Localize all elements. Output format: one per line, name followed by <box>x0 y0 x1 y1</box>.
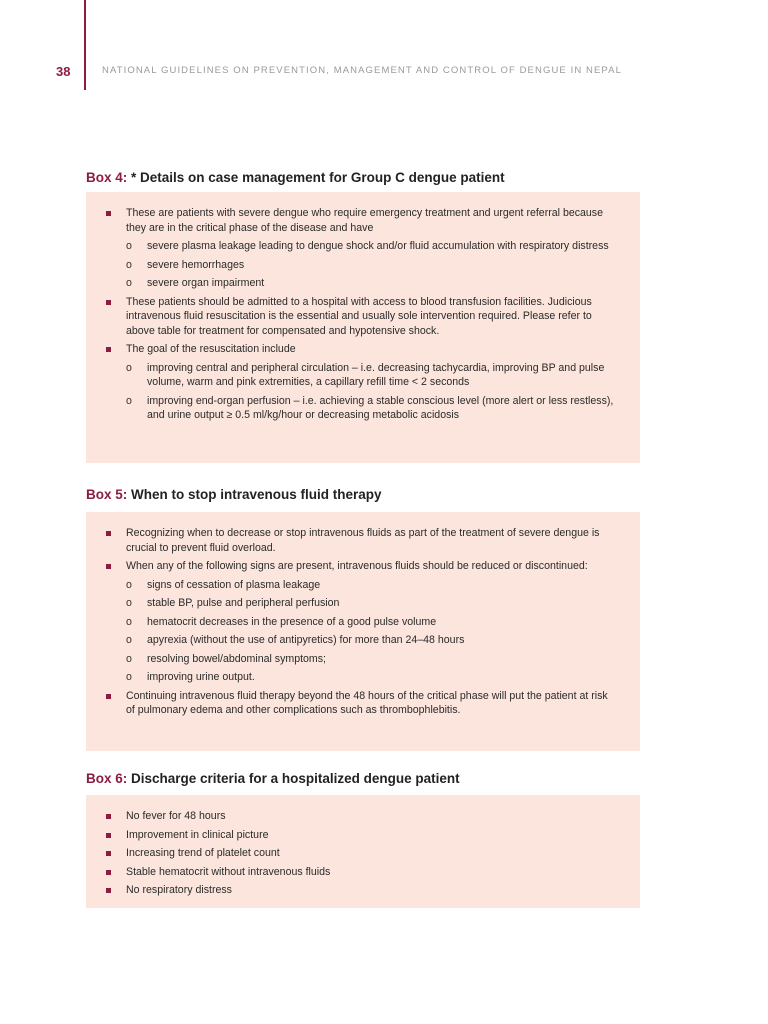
box5-list <box>104 526 618 718</box>
list-item <box>104 689 618 718</box>
box4-list <box>104 206 618 423</box>
circle-bullet-icon: o <box>126 597 132 609</box>
circle-bullet-icon: o <box>126 671 132 683</box>
circle-bullet-icon: o <box>126 634 132 646</box>
sub-list-item-text: improving central and peripheral circulation – i.e. decreasing tachycardia, improving BP and pulse volume, warm and pink extremities, a capillary refill time < 2 seconds <box>147 361 605 388</box>
list-item-text: No fever for 48 hours <box>126 810 226 822</box>
sub-list-item <box>126 394 618 423</box>
box6-lead: Box 6: <box>86 771 128 786</box>
sub-list-item <box>126 652 618 667</box>
sub-list-item <box>126 596 618 611</box>
circle-bullet-icon: o <box>126 361 132 374</box>
list-item-text: Increasing trend of platelet count <box>126 847 280 859</box>
list-item <box>104 559 618 685</box>
box5-title <box>86 487 382 502</box>
circle-bullet-icon: o <box>126 615 132 628</box>
list-item-text: Recognizing when to decrease or stop intravenous fluids as part of the treatment of severe dengue is crucial to prevent fluid overload. <box>126 527 600 554</box>
list-item-text: The goal of the resuscitation include <box>126 343 296 355</box>
list-item <box>104 883 618 898</box>
sub-list-item-text: stable BP, pulse and peripheral perfusion <box>147 597 340 609</box>
sub-list-item-text: severe hemorrhages <box>147 258 245 271</box>
sub-list-item <box>126 633 618 648</box>
header-rule <box>84 0 86 90</box>
square-bullet-icon <box>106 814 111 819</box>
sub-list-item <box>126 258 618 273</box>
circle-bullet-icon: o <box>126 277 132 289</box>
sub-list-item <box>126 615 618 630</box>
square-bullet-icon <box>106 833 111 838</box>
list-item <box>104 846 618 861</box>
list-item <box>104 206 618 291</box>
circle-bullet-icon: o <box>126 240 132 252</box>
circle-bullet-icon: o <box>126 652 132 665</box>
box4-heading: * Details on case management for Group C dengue patient <box>127 170 505 185</box>
list-item-text: Stable hematocrit without intravenous fluids <box>126 865 331 878</box>
list-item <box>104 295 618 339</box>
list-item-text: Improvement in clinical picture <box>126 828 269 841</box>
sub-list-item <box>126 361 618 390</box>
sub-list-item <box>126 578 618 593</box>
list-item-text: These are patients with severe dengue who require emergency treatment and urgent referral because they are in the critical phase of the disease and have <box>126 207 603 234</box>
sub-list-item-text: apyrexia (without the use of antipyretics) for more than 24–48 hours <box>147 634 465 646</box>
page-number: 38 <box>56 64 71 79</box>
list-item <box>104 809 618 824</box>
sub-list-item-text: improving urine output. <box>147 671 255 683</box>
sub-list <box>126 239 618 291</box>
square-bullet-icon <box>106 851 111 856</box>
box6-heading: Discharge criteria for a hospitalized dengue patient <box>127 771 460 786</box>
box6-title <box>86 771 460 786</box>
box6-list <box>104 809 618 898</box>
list-item-text: These patients should be admitted to a hospital with access to blood transfusion facilities. Judicious intravenous fluid resuscitation is the essential and usually sole intervention required. Please refer to above table for treatment for compensated and hypotensive shock. <box>126 295 592 337</box>
box4-title <box>86 170 505 185</box>
circle-bullet-icon: o <box>126 258 132 271</box>
box6-panel <box>86 795 640 908</box>
sub-list-item-text: hematocrit decreases in the presence of a good pulse volume <box>147 615 437 628</box>
list-item <box>104 342 618 423</box>
circle-bullet-icon: o <box>126 578 132 591</box>
circle-bullet-icon: o <box>126 394 132 407</box>
list-item-text: No respiratory distress <box>126 884 232 896</box>
square-bullet-icon <box>106 347 111 352</box>
square-bullet-icon <box>106 870 111 875</box>
box4-lead: Box 4: <box>86 170 128 185</box>
box5-lead: Box 5: <box>86 487 128 502</box>
box4-panel <box>86 192 640 463</box>
list-item <box>104 526 618 555</box>
box5-panel <box>86 512 640 751</box>
sub-list-item-text: signs of cessation of plasma leakage <box>147 578 321 591</box>
list-item-text: Continuing intravenous fluid therapy beyond the 48 hours of the critical phase will put the patient at risk of pulmonary edema and other complications such as thrombophlebitis. <box>126 689 608 716</box>
sub-list <box>126 361 618 423</box>
square-bullet-icon <box>106 694 111 699</box>
sub-list-item-text: resolving bowel/abdominal symptoms; <box>147 652 326 665</box>
running-title: NATIONAL GUIDELINES ON PREVENTION, MANAGEMENT AND CONTROL OF DENGUE IN NEPAL <box>102 65 622 76</box>
sub-list-item <box>126 670 618 685</box>
sub-list-item <box>126 276 618 291</box>
sub-list-item-text: severe plasma leakage leading to dengue shock and/or fluid accumulation with respiratory distress <box>147 240 609 252</box>
list-item <box>104 865 618 880</box>
sub-list <box>126 578 618 685</box>
square-bullet-icon <box>106 888 111 893</box>
list-item <box>104 828 618 843</box>
square-bullet-icon <box>106 300 111 305</box>
square-bullet-icon <box>106 211 111 216</box>
sub-list-item-text: severe organ impairment <box>147 277 265 289</box>
square-bullet-icon <box>106 564 111 569</box>
sub-list-item-text: improving end-organ perfusion – i.e. achieving a stable conscious level (more alert or less restless), and urine output ≥ 0.5 ml/kg/hour or decreasing metabolic acidosis <box>147 394 614 421</box>
box5-heading: When to stop intravenous fluid therapy <box>127 487 382 502</box>
square-bullet-icon <box>106 531 111 536</box>
list-item-text: When any of the following signs are present, intravenous fluids should be reduced or discontinued: <box>126 560 588 572</box>
sub-list-item <box>126 239 618 254</box>
